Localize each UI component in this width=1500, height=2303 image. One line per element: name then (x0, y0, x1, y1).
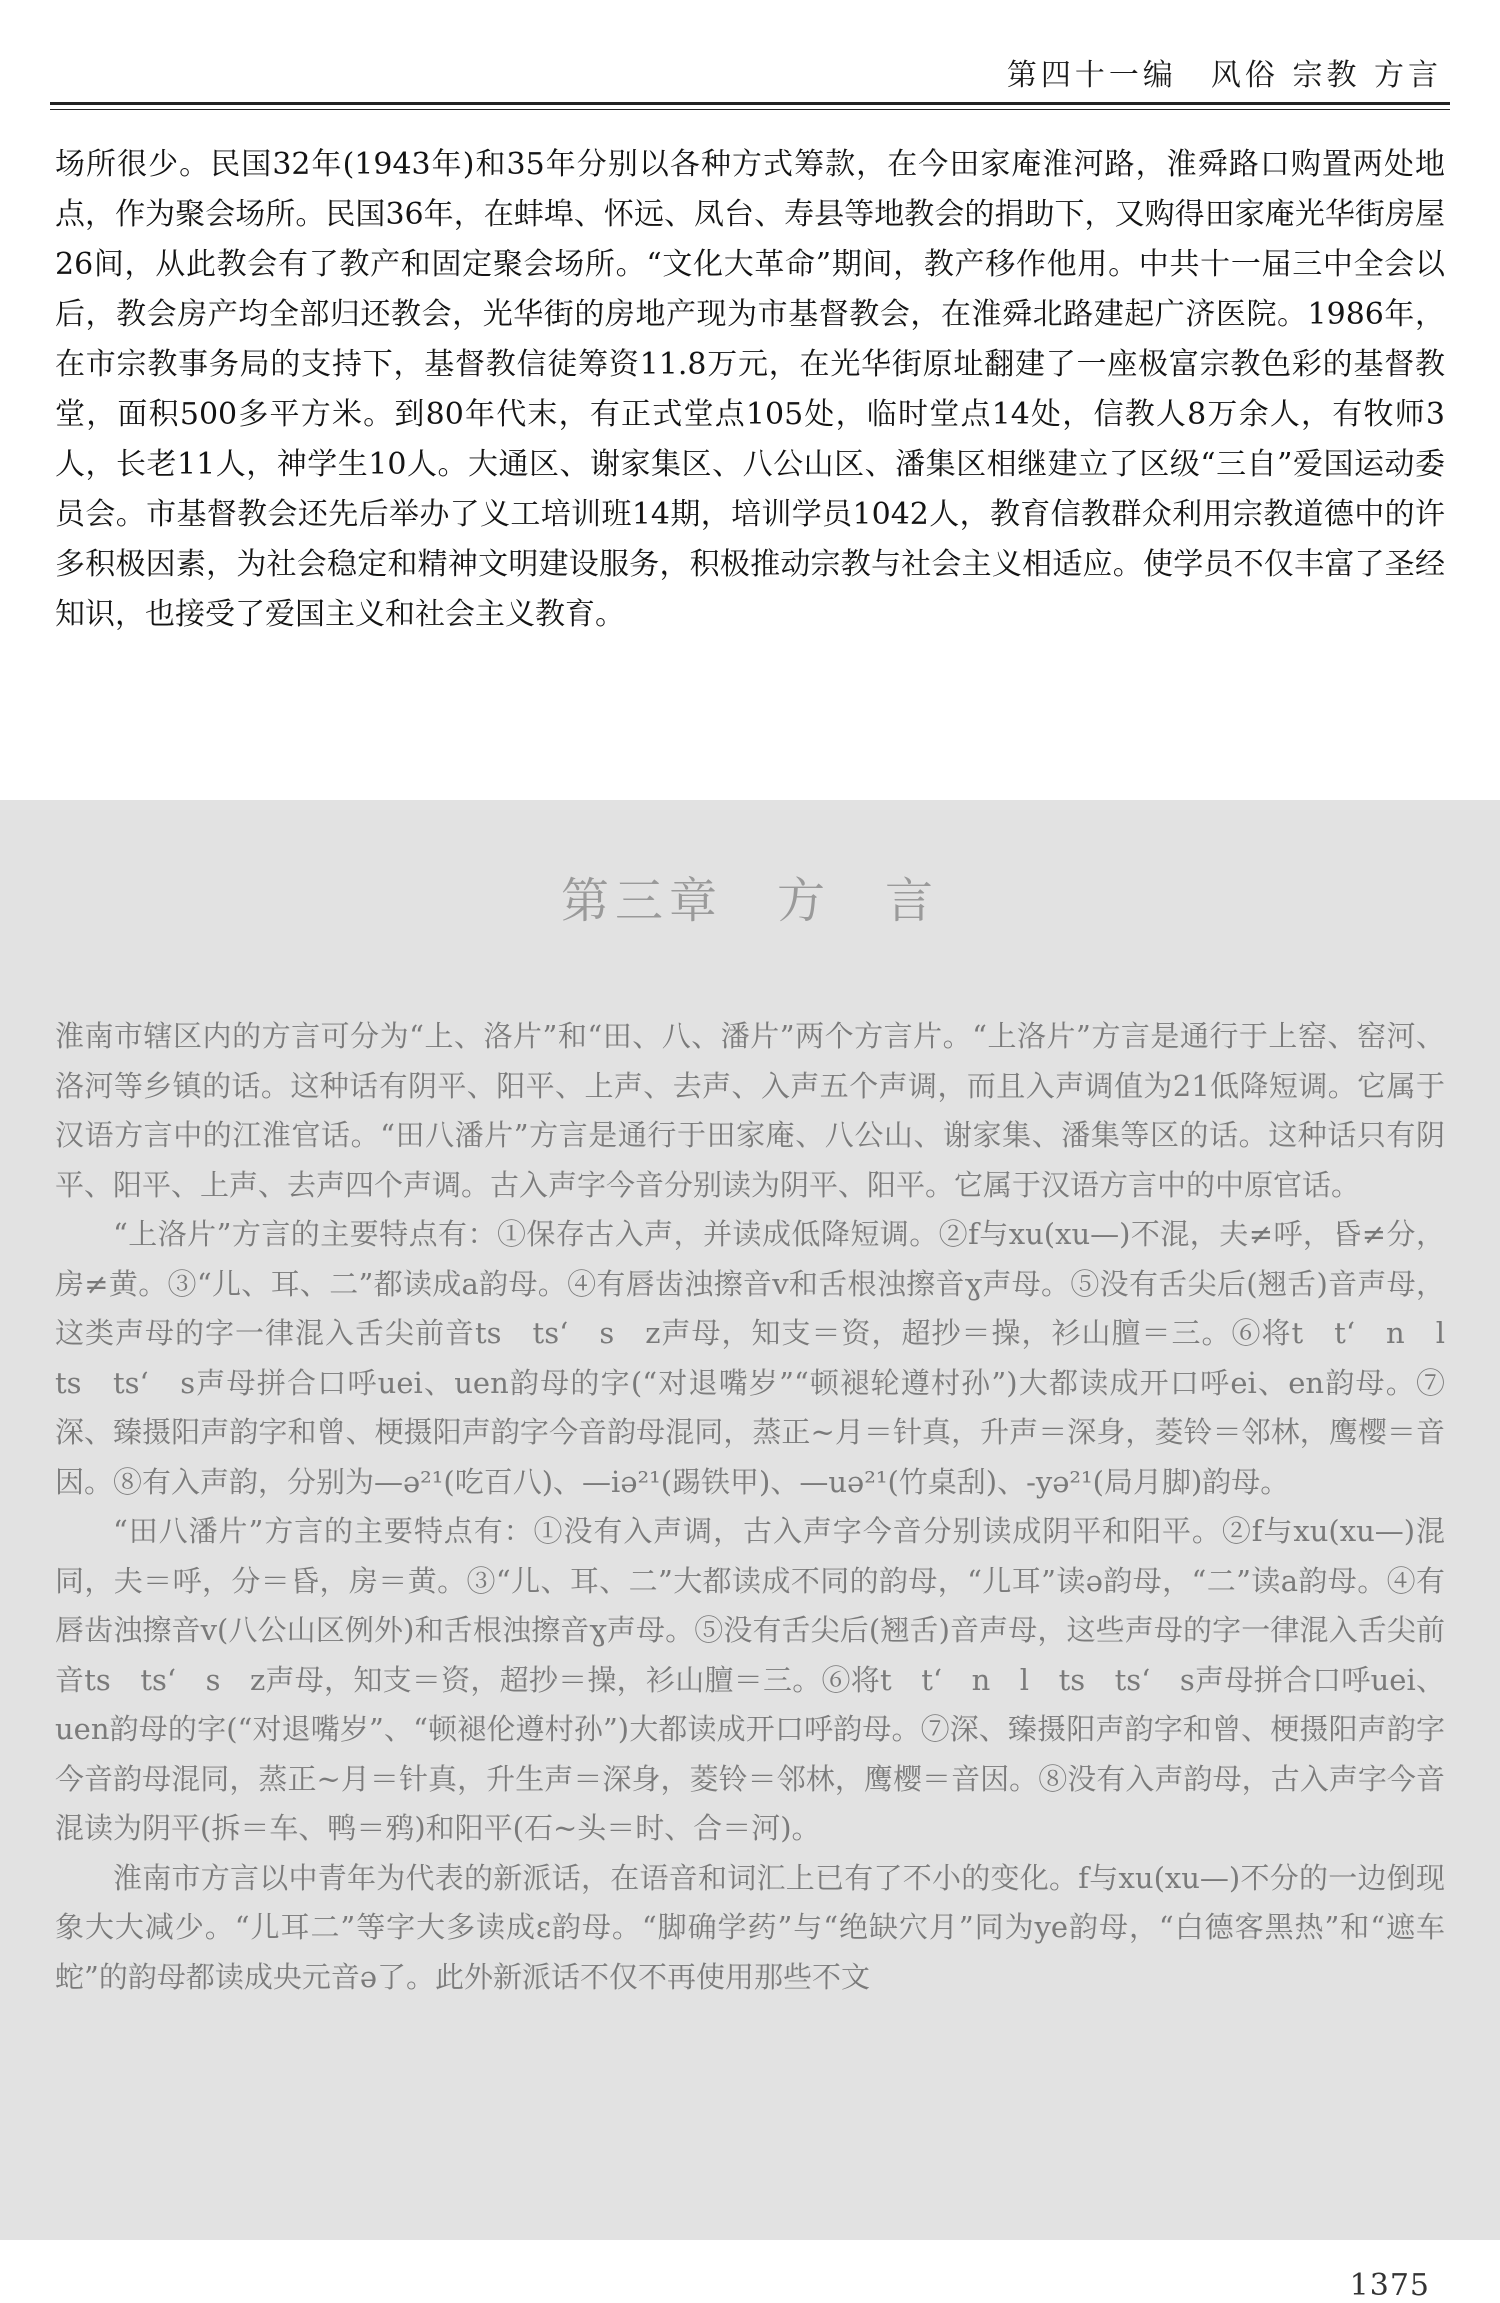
running-header-title: 第四十一编 风俗 宗教 方言 (1006, 58, 1442, 93)
chapter-paragraph-2: “上洛片”方言的主要特点有：①保存古入声，并读成低降短调。②f与xu(xu—)不混，夫≠呼，昏≠分，房≠黄。③“儿、耳、二”都读成a韵母。④有唇齿浊擦音v和舌根浊擦音ɣ声母。⑤没有舌尖后(翘舌)音声母，这类声母的字一律混入舌尖前音ts ts‘ s z声母，知支＝资，超抄＝操，衫山膻＝三。⑥将t t‘ n l ts ts‘ s声母拼合口呼uei、uen韵母的字(“对退嘴岁”“顿褪轮遵村孙”)大都读成开口呼ei、en韵母。⑦深、臻摄阳声韵字和曾、梗摄阳声韵字今音韵母混同，蒸正~月＝针真，升声＝深身，菱铃＝邻林，鹰樱＝音因。⑧有入声韵，分别为—ə²¹(吃百八)、—iə²¹(踢铁甲)、—uə²¹(竹桌刮)、-yə²¹(局月脚)韵母。 (55, 1217, 1475, 1499)
chapter-body (55, 1012, 1475, 2002)
chapter-title: 第三章 方 言 (560, 873, 939, 929)
chapter-section (0, 800, 1500, 2240)
chapter-paragraph-3: “田八潘片”方言的主要特点有：①没有入声调，古入声字今音分别读成阴平和阳平。②f与xu(xu—)混同，夫＝呼，分＝昏，房＝黄。③“儿、耳、二”大都读成不同的韵母，“儿耳”读ə韵母，“二”读a韵母。④有唇齿浊擦音v(八公山区例外)和舌根浊擦音ɣ声母。⑤没有舌尖后(翘舌)音声母，这些声母的字一律混入舌尖前音ts ts‘ s z声母，知支＝资，超抄＝操，衫山膻＝三。⑥将t t‘ n l ts ts‘ s声母拼合口呼uei、uen韵母的字(“对退嘴岁”、“顿褪伦遵村孙”)大都读成开口呼韵母。⑦深、臻摄阳声韵字和曾、梗摄阳声韵字今音韵母混同，蒸正~月＝针真，升生声＝深身，菱铃＝邻林，鹰樱＝音因。⑧没有入声韵母，古入声字今音混读为阴平(拆＝车、鸭＝鸦)和阳平(石~头＝时、合＝河)。 (55, 1514, 1446, 1845)
chapter-paragraph-4: 淮南市方言以中青年为代表的新派话，在语音和词汇上已有了不小的变化。f与xu(xu—)不分的一边倒现象大大减少。“儿耳二”等字大多读成ɛ韵母。“脚确学药”与“绝缺穴月”同为ye韵母，“白德客黑热”和“遮车蛇”的韵母都读成央元音ə了。此外新派话不仅不再使用那些不文 (55, 1860, 1445, 1994)
page-number: 1375 (1349, 2268, 1430, 2303)
header-rule-thick (50, 102, 1450, 105)
continued-text-section (55, 140, 1445, 640)
body-paragraph: 场所很少。民国32年(1943年)和35年分别以各种方式筹款，在今田家庵淮河路，淮舜路口购置两处地点，作为聚会场所。民国36年，在蚌埠、怀远、凤台、寿县等地教会的捐助下，又购得田家庵光华街房屋26间，从此教会有了教产和固定聚会场所。“文化大革命”期间，教产移作他用。中共十一届三中全会以后，教会房产均全部归还教会，光华街的房地产现为市基督教会，在淮舜北路建起广济医院。1986年，在市宗教事务局的支持下，基督教信徒筹资11.8万元，在光华街原址翻建了一座极富宗教色彩的基督教堂，面积500多平方米。到80年代末，有正式堂点105处，临时堂点14处，信教人8万余人，有牧师3人，长老11人，神学生10人。大通区、谢家集区、八公山区、潘集区相继建立了区级“三自”爱国运动委员会。市基督教会还先后举办了义工培训班14期，培训学员1042人，教育信教群众利用宗教道德中的许多积极因素，为社会稳定和精神文明建设服务，积极推动宗教与社会主义相适应。使学员不仅丰富了圣经知识，也接受了爱国主义和社会主义教育。 (55, 147, 1445, 632)
running-header (50, 40, 1450, 106)
chapter-paragraph-1: 淮南市辖区内的方言可分为“上、洛片”和“田、八、潘片”两个方言片。“上洛片”方言是通行于上窑、窑河、洛河等乡镇的话。这种话有阴平、阳平、上声、去声、入声五个声调，而且入声调值为21低降短调。它属于汉语方言中的江淮官话。“田八潘片”方言是通行于田家庵、八公山、谢家集、潘集等区的话。这种话只有阴平、阳平、上声、去声四个声调。古入声字今音分别读为阴平、阳平。它属于汉语方言中的中原官话。 (55, 1019, 1445, 1202)
header-rule-thin (50, 109, 1450, 110)
